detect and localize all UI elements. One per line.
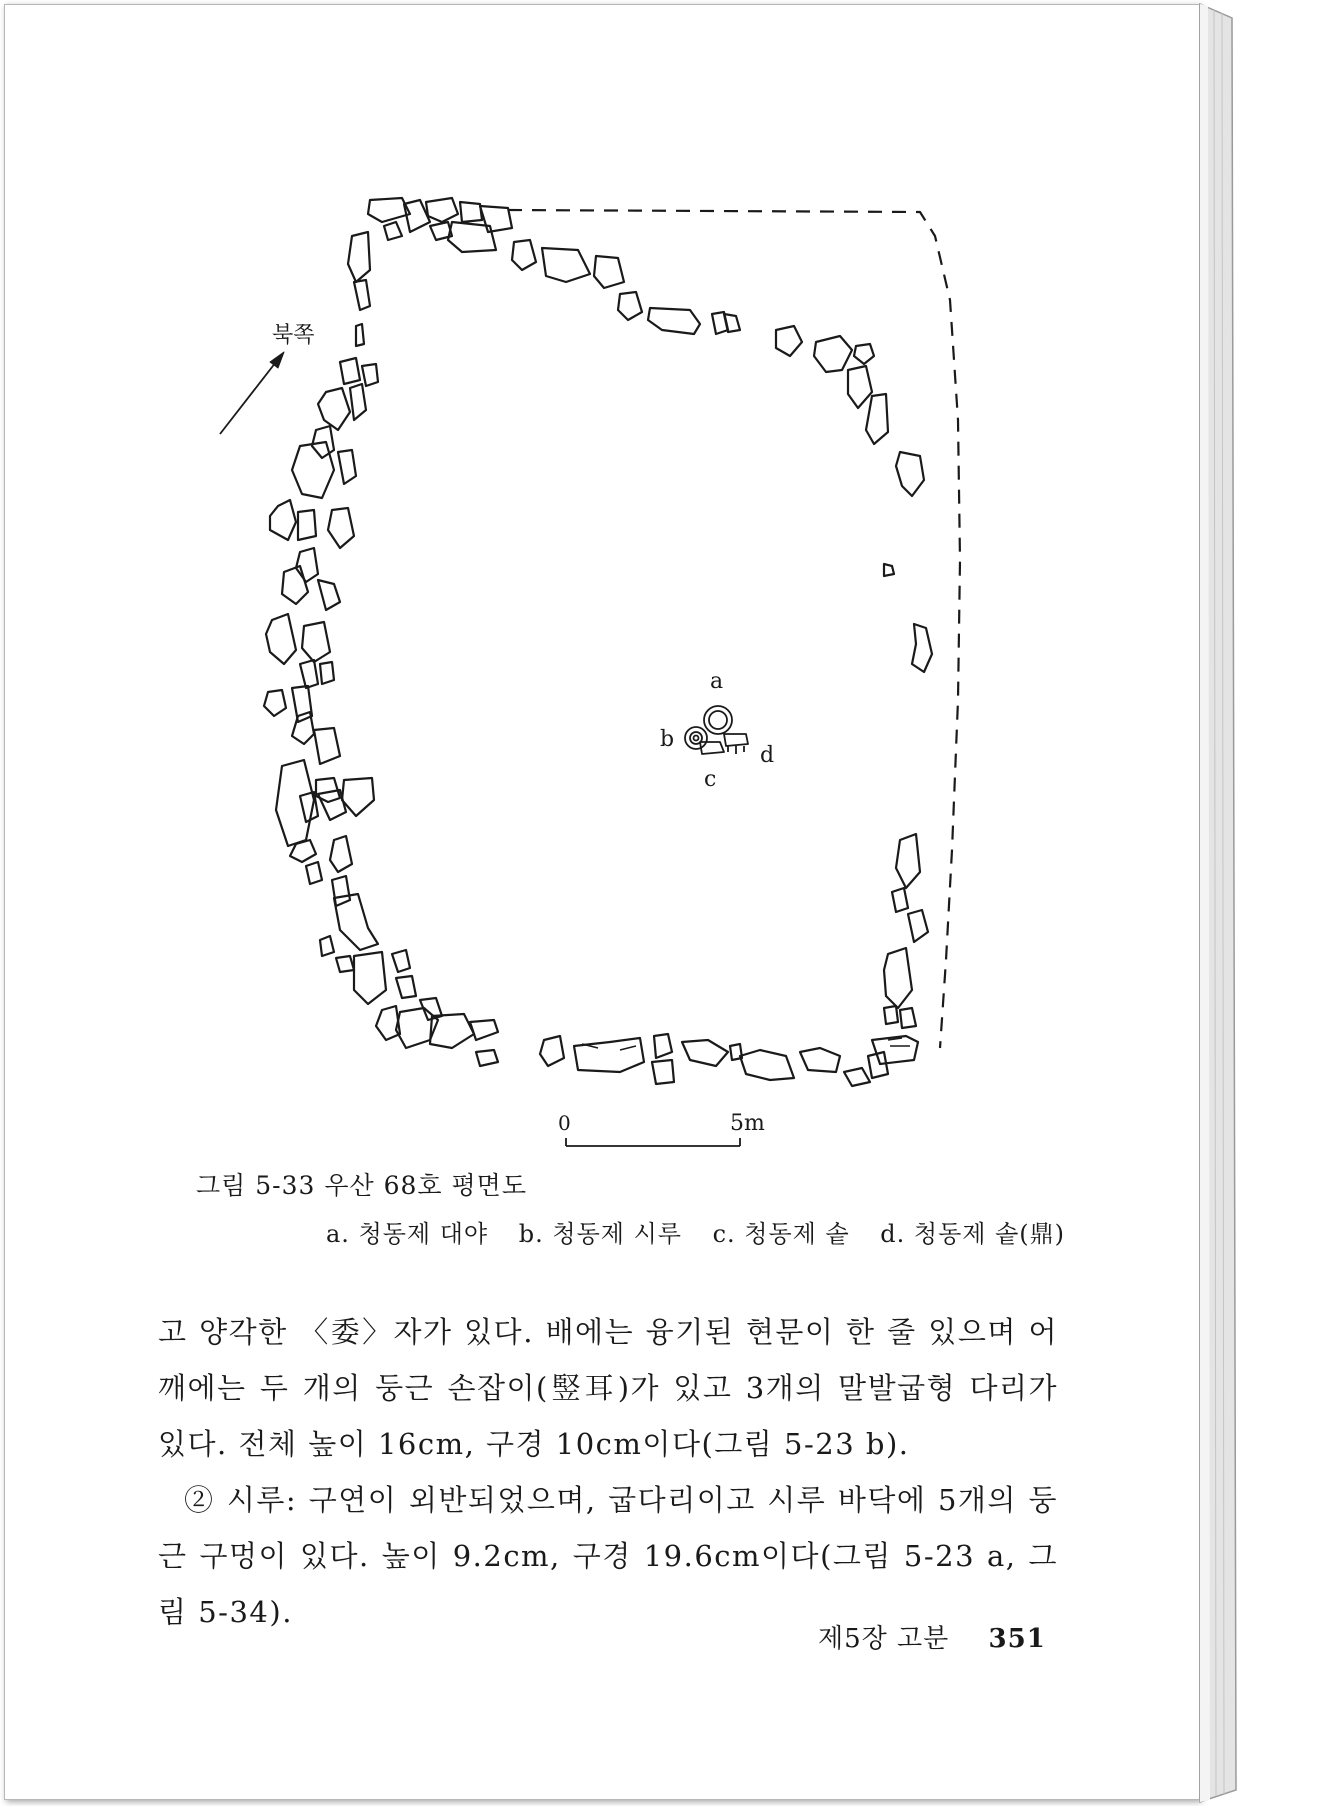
body-paragraph-2: ② 시루: 구연이 외반되었으며, 굽다리이고 시루 바닥에 5개의 둥근 구멍이 있다. 높이 9.2cm, 구경 19.6cm이다(그림 5-23 a, 그림 5-34). bbox=[158, 1483, 1058, 1629]
body-text bbox=[158, 1304, 1058, 1640]
north-arrow bbox=[220, 362, 276, 434]
scale-label-end: 5m bbox=[730, 1111, 765, 1136]
artifact-d-cauldron bbox=[724, 734, 748, 746]
artifact-label-a: a bbox=[710, 669, 724, 694]
stones-top-row bbox=[368, 198, 932, 672]
artifacts-group bbox=[685, 706, 748, 754]
artifact-label-b: b bbox=[660, 727, 675, 752]
footer-chapter: 제5장 고분 bbox=[818, 1624, 950, 1654]
legend-item-c: c. 청동제 솥 bbox=[712, 1220, 850, 1248]
page-number: 351 bbox=[988, 1624, 1046, 1654]
artifact-label-d: d bbox=[760, 743, 775, 768]
figure-legend bbox=[326, 1214, 1087, 1249]
stones-left-column bbox=[264, 232, 498, 1066]
legend-item-d: d. 청동제 솥(鼎) bbox=[880, 1220, 1066, 1248]
page-footer bbox=[818, 1618, 1046, 1655]
boundary-dashed-line bbox=[508, 210, 960, 1048]
legend-item-b: b. 청동제 시루 bbox=[518, 1220, 682, 1248]
legend-item-a: a. 청동제 대야 bbox=[326, 1220, 489, 1248]
artifact-b-steamer bbox=[685, 727, 707, 749]
artifact-label-c: c bbox=[704, 767, 717, 792]
artifact-c-pot bbox=[700, 742, 724, 754]
scale-bar bbox=[566, 1138, 740, 1146]
figure-caption-title: 그림 5-33 우산 68호 평면도 bbox=[196, 1171, 527, 1200]
north-label: 북쪽 bbox=[272, 323, 315, 348]
body-paragraph-1: 고 양각한 〈委〉자가 있다. 배에는 융기된 현문이 한 줄 있으며 어깨에는 두 개의 둥근 손잡이(竪耳)가 있고 3개의 말발굽형 다리가 있다. 전체 높이 16cm, 구경 10cm이다(그림 5-23 b). bbox=[158, 1315, 1058, 1461]
scale-label-start: 0 bbox=[558, 1111, 571, 1135]
stones-bottom-row bbox=[540, 834, 928, 1086]
